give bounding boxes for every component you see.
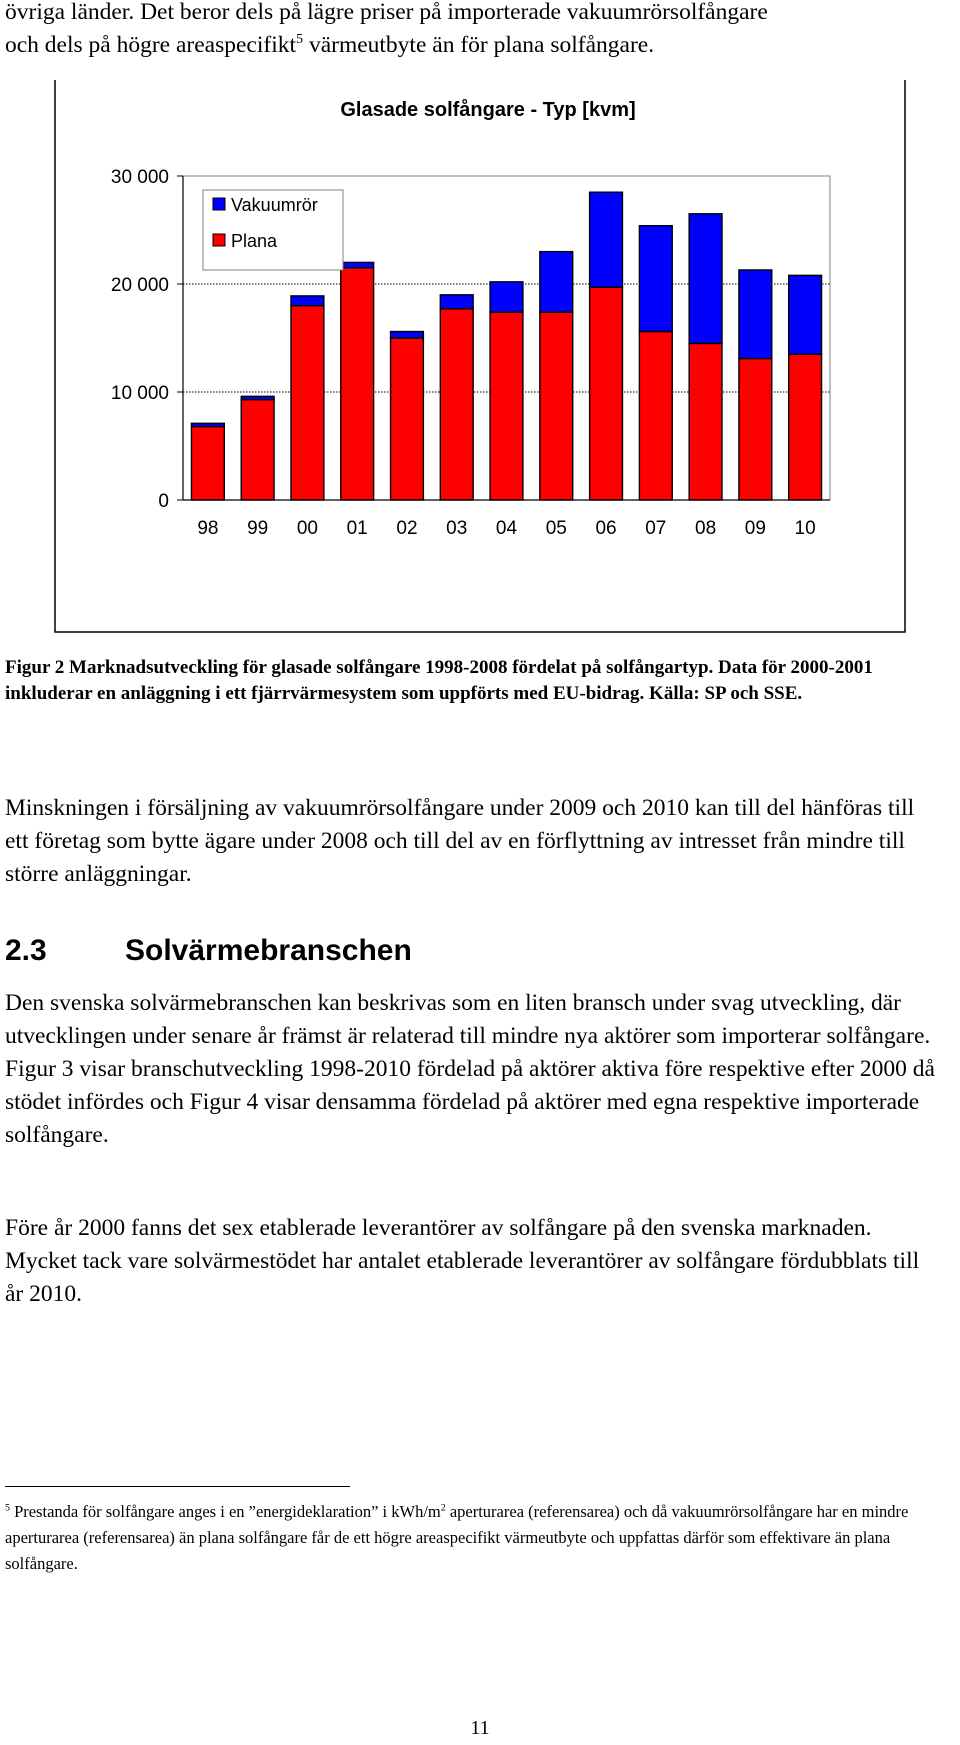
intro-paragraph (5, 0, 943, 62)
bar-vakuumror-99 (241, 396, 274, 399)
bar-vakuumror-00 (291, 296, 324, 306)
intro-line-1: övriga länder. Det beror dels på lägre priser på importerade vakuumrörsolfångare (5, 0, 768, 25)
section-title: Solvärmebranschen (125, 934, 412, 967)
bar-plana-00 (291, 306, 324, 500)
bar-plana-02 (391, 338, 424, 500)
bar-vakuumror-06 (590, 192, 623, 287)
legend-label: Plana (231, 231, 278, 251)
x-tick-label: 10 (794, 518, 816, 539)
bar-vakuumror-04 (490, 282, 523, 312)
x-tick-label: 03 (446, 518, 468, 539)
bar-vakuumror-02 (391, 332, 424, 338)
x-tick-label: 99 (247, 518, 269, 539)
y-tick-label: 20 000 (110, 275, 169, 296)
bar-vakuumror-05 (540, 252, 573, 312)
legend-swatch (213, 234, 225, 246)
legend-label: Vakuumrör (231, 195, 318, 215)
paragraph-sales-decline: Minskningen i försäljning av vakuumrörsolfångare under 2009 och 2010 kan till del hänföras till ett företag som bytte ägare under 2008 och till del av en förflyttning av intresset från mindre till större anläggningar. (5, 795, 915, 887)
bar-vakuumror-09 (739, 270, 772, 359)
section-heading (5, 933, 412, 969)
y-tick-label: 0 (158, 491, 169, 512)
footnote-marker: 5 (5, 1502, 10, 1514)
x-tick-label: 08 (695, 518, 717, 539)
bar-plana-99 (241, 400, 274, 500)
bar-plana-98 (191, 427, 224, 500)
x-tick-label: 02 (396, 518, 418, 539)
bar-vakuumror-10 (789, 275, 822, 354)
bar-plana-10 (789, 354, 822, 500)
bar-plana-09 (739, 359, 772, 500)
x-tick-label: 04 (495, 518, 518, 539)
paragraph-industry-description: Den svenska solvärmebranschen kan beskrivas som en liten bransch under svag utveckling, där utvecklingen under senare år främst är relaterad till mindre nya aktörer som importerar solfångare. Figur 3 visar branschutveckling 1998-2010 fördelad på aktörer aktiva före respektive efter 2000 då stödet infördes och Figur 4 visar densamma fördelad på aktörer med egna respektive importerade solfångare. (5, 990, 935, 1148)
footnote (5, 1499, 950, 1577)
chart-title: Glasade solfångare - Typ [kvm] (340, 99, 636, 121)
x-tick-label: 00 (296, 518, 318, 539)
y-tick-label: 30 000 (110, 167, 169, 188)
x-tick-label: 09 (744, 518, 766, 539)
bar-vakuumror-08 (689, 214, 722, 344)
bar-plana-08 (689, 343, 722, 500)
y-tick-label: 10 000 (110, 383, 169, 404)
bar-plana-06 (590, 287, 623, 500)
footnote-superscript: 2 (440, 1502, 446, 1514)
bar-plana-05 (540, 312, 573, 500)
x-tick-label: 06 (595, 518, 617, 539)
x-tick-label: 05 (545, 518, 567, 539)
footnote-separator (5, 1486, 350, 1487)
footnote-reference[interactable]: 5 (296, 31, 304, 48)
bar-vakuumror-03 (440, 295, 473, 309)
footnote-text-start: Prestanda för solfångare anges i en ”energideklaration” i kWh/m (14, 1502, 441, 1521)
section-number: 2.3 (5, 934, 47, 967)
bar-vakuumror-98 (191, 423, 224, 426)
bar-plana-07 (639, 332, 672, 500)
intro-line-2-start: och dels på högre areaspecifikt (5, 32, 297, 58)
footnote-text-end: aperturarea (referensarea) och då vakuumrörsolfångare har en mindre aperturarea (referensarea) än plana solfångare får de ett högre areaspecifikt värmeutbyte och uppfattas därför som effektivare än plana solfångare. (5, 1502, 909, 1573)
bar-plana-01 (341, 268, 374, 500)
figure-caption: Figur 2 Marknadsutveckling för glasade solfångare 1998-2008 fördelat på solfångartyp. Data för 2000-2001 inkluderar en anläggning i ett fjärrvärmesystem som uppförts med EU-bidrag. Källa: SP och SSE. (5, 657, 873, 704)
intro-line-2-end: värmeutbyte än för plana solfångare. (308, 32, 655, 58)
bar-plana-03 (440, 309, 473, 500)
page-number: 11 (470, 1717, 490, 1739)
bar-plana-04 (490, 312, 523, 500)
x-tick-label: 07 (645, 518, 667, 539)
paragraph-suppliers: Före år 2000 fanns det sex etablerade leverantörer av solfångare på den svenska marknaden. Mycket tack vare solvärmestödet har antalet etablerade leverantörer av solfångare fördubblats till år 2010. (5, 1215, 920, 1307)
x-tick-label: 98 (197, 518, 219, 539)
solar-collector-bar-chart (0, 80, 960, 640)
bar-vakuumror-07 (639, 226, 672, 332)
x-tick-label: 01 (346, 518, 368, 539)
legend-swatch (213, 198, 225, 210)
bar-vakuumror-01 (341, 262, 374, 267)
